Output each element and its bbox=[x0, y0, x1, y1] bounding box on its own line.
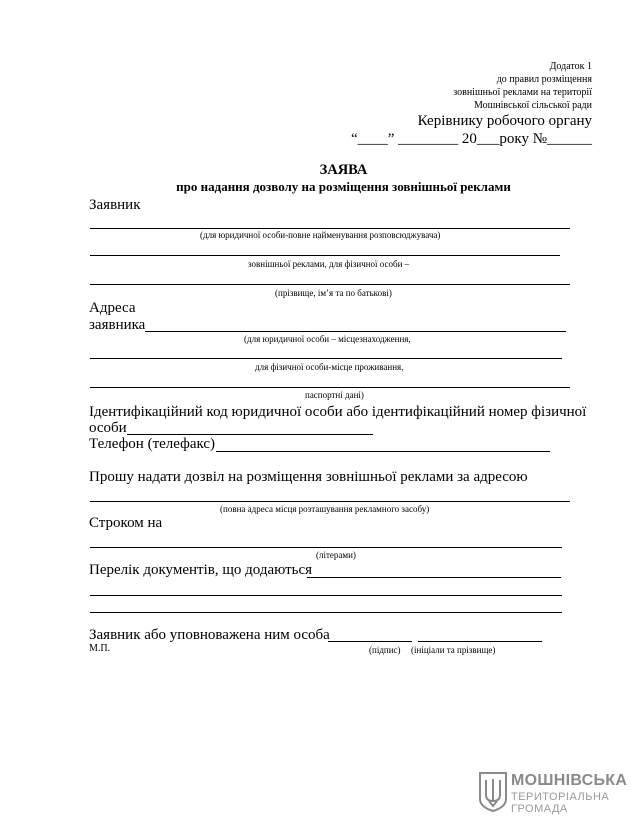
id-code-line[interactable] bbox=[127, 434, 373, 435]
signature-line[interactable] bbox=[328, 641, 412, 642]
appendix-rules: до правил розміщення bbox=[496, 74, 592, 85]
addressee: Керівнику робочого органу bbox=[417, 113, 592, 129]
hint-pib: (прізвище, ім’я та по батькові) bbox=[275, 288, 392, 298]
document-subtitle: про надання дозволу на розміщення зовнішньої реклами bbox=[176, 179, 511, 194]
docs-label: Перелік документів, що додаються bbox=[89, 562, 313, 578]
phone-line[interactable] bbox=[216, 451, 550, 452]
docs-line-1[interactable] bbox=[307, 577, 561, 578]
appendix-council: Мошнівської сільської ради bbox=[473, 100, 592, 111]
applicant-label: Заявник bbox=[89, 197, 141, 213]
term-line[interactable] bbox=[90, 547, 562, 548]
appendix-label: Додаток 1 bbox=[549, 61, 592, 72]
hint-letters: (літерами) bbox=[316, 550, 356, 560]
address-line-1[interactable] bbox=[145, 331, 566, 332]
request-text: Прошу надати дозвіл на розміщення зовнішньої реклами за адресою bbox=[89, 469, 528, 485]
applicant-name-line[interactable] bbox=[90, 228, 570, 229]
id-code-label: Ідентифікаційний код юридичної особи або ідентифікаційний номер фізичної bbox=[89, 404, 587, 420]
signer-label: Заявник або уповноважена ним особа bbox=[89, 627, 330, 643]
address-line-3[interactable] bbox=[90, 387, 570, 388]
address-label-1: Адреса bbox=[89, 300, 136, 316]
term-label: Строком на bbox=[89, 515, 163, 531]
document-title: ЗАЯВА bbox=[319, 162, 368, 178]
ad-address-line[interactable] bbox=[90, 501, 570, 502]
address-label-2: заявника bbox=[89, 317, 146, 333]
hint-location: (для юридичної особи – місцезнаходження, bbox=[244, 334, 411, 344]
address-line-2[interactable] bbox=[90, 358, 562, 359]
seal-label: М.П. bbox=[89, 643, 111, 654]
phone-label: Телефон (телефакс) bbox=[89, 436, 216, 452]
hint-signature: (підпис) bbox=[369, 645, 401, 655]
hint-initials: (ініціали та прізвище) bbox=[411, 645, 496, 655]
hint-passport: паспортні дані) bbox=[305, 390, 364, 400]
logo-subtitle-2: ГРОМАДА bbox=[511, 803, 568, 815]
hint-ad-physical: зовнішньої реклами, для фізичної особи – bbox=[248, 259, 410, 269]
logo-title: МОШНІВСЬКА bbox=[511, 772, 628, 789]
hint-legal-name: (для юридичної особи-повне найменування розповсюджувача) bbox=[200, 230, 441, 240]
logo-subtitle-1: ТЕРИТОРІАЛЬНА bbox=[511, 791, 610, 803]
trident-icon bbox=[478, 771, 508, 813]
initials-line[interactable] bbox=[418, 641, 542, 642]
applicant-name-line-3[interactable] bbox=[90, 284, 570, 285]
hint-residence: для фізичної особи-місце проживання, bbox=[255, 362, 404, 372]
applicant-name-line-2[interactable] bbox=[90, 255, 560, 256]
appendix-territory: зовнішньої реклами на території bbox=[453, 87, 592, 98]
docs-line-2[interactable] bbox=[90, 595, 562, 596]
community-logo bbox=[478, 770, 628, 816]
id-code-label-2: особи bbox=[89, 420, 127, 436]
hint-ad-address: (повна адреса місця розташування рекламного засобу) bbox=[220, 504, 430, 514]
docs-line-3[interactable] bbox=[90, 612, 562, 613]
date-number-line: “____” ________ 20___року №______ bbox=[351, 131, 592, 147]
